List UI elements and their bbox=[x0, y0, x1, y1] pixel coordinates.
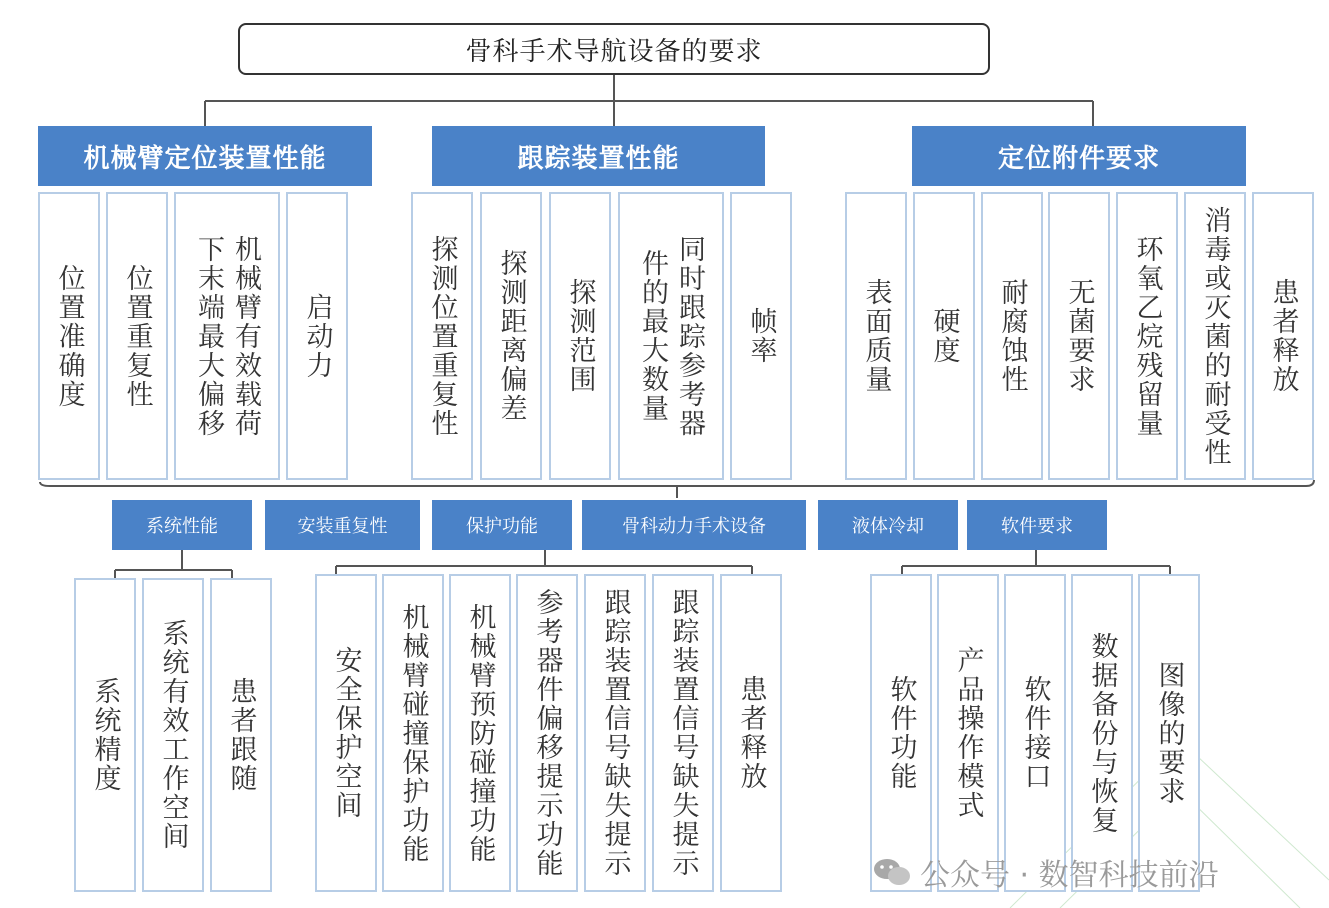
sub-software-requirements: 软件要求 bbox=[967, 500, 1107, 550]
leaf-operation-mode: 产品操作模式 bbox=[937, 574, 999, 892]
leaf-surface-quality: 表面质量 bbox=[845, 192, 907, 480]
leaf-tracking-signal-loss-2: 跟踪装置信号缺失提示 bbox=[652, 574, 714, 892]
leaf-corrosion-resistance: 耐腐蚀性 bbox=[981, 192, 1043, 480]
leaf-starting-force: 启动力 bbox=[286, 192, 348, 480]
sub-install-repeatability: 安装重复性 bbox=[265, 500, 420, 550]
wechat-icon bbox=[872, 857, 912, 887]
sub-protection-function: 保护功能 bbox=[432, 500, 572, 550]
leaf-max-tracked-references: 同时跟踪参考器 件的最大数量 bbox=[618, 192, 724, 480]
leaf-reference-offset-alert: 参考器件偏移提示功能 bbox=[516, 574, 578, 892]
leaf-arm-collision-protection: 机械臂碰撞保护功能 bbox=[382, 574, 444, 892]
category-arm-positioning: 机械臂定位装置性能 bbox=[38, 126, 372, 186]
category-tracking-device: 跟踪装置性能 bbox=[432, 126, 765, 186]
leaf-data-backup: 数据备份与恢复 bbox=[1071, 574, 1133, 892]
leaf-patient-release-2: 患者释放 bbox=[720, 574, 782, 892]
leaf-hardness: 硬度 bbox=[913, 192, 975, 480]
leaf-system-accuracy: 系统精度 bbox=[74, 578, 136, 892]
leaf-tracking-signal-loss-1: 跟踪装置信号缺失提示 bbox=[584, 574, 646, 892]
leaf-software-interface: 软件接口 bbox=[1004, 574, 1066, 892]
leaf-system-workspace: 系统有效工作空间 bbox=[142, 578, 204, 892]
leaf-detect-range: 探测范围 bbox=[549, 192, 611, 480]
leaf-patient-release: 患者释放 bbox=[1252, 192, 1314, 480]
sub-ortho-power-device: 骨科动力手术设备 bbox=[582, 500, 806, 550]
category-positioning-accessory: 定位附件要求 bbox=[912, 126, 1246, 186]
leaf-software-function: 软件功能 bbox=[870, 574, 932, 892]
leaf-disinfection-tolerance: 消毒或灭菌的耐受性 bbox=[1184, 192, 1246, 480]
leaf-patient-following: 患者跟随 bbox=[210, 578, 272, 892]
sub-liquid-cooling: 液体冷却 bbox=[818, 500, 958, 550]
leaf-image-requirements: 图像的要求 bbox=[1138, 574, 1200, 892]
leaf-safety-space: 安全保护空间 bbox=[315, 574, 377, 892]
leaf-position-accuracy: 位置准确度 bbox=[38, 192, 100, 480]
sub-system-performance: 系统性能 bbox=[112, 500, 252, 550]
leaf-arm-payload-offset: 机械臂有效载荷 下末端最大偏移 bbox=[174, 192, 280, 480]
leaf-eo-residue: 环氧乙烷残留量 bbox=[1116, 192, 1178, 480]
leaf-detect-distance-deviation: 探测距离偏差 bbox=[480, 192, 542, 480]
watermark-text: 公众号 · 数智科技前沿 bbox=[920, 858, 1219, 893]
leaf-position-repeatability: 位置重复性 bbox=[106, 192, 168, 480]
leaf-sterility: 无菌要求 bbox=[1048, 192, 1110, 480]
leaf-arm-collision-prevention: 机械臂预防碰撞功能 bbox=[449, 574, 511, 892]
leaf-detect-position-repeatability: 探测位置重复性 bbox=[411, 192, 473, 480]
root-title: 骨科手术导航设备的要求 bbox=[238, 23, 990, 75]
leaf-frame-rate: 帧率 bbox=[730, 192, 792, 480]
watermark bbox=[872, 850, 1219, 894]
